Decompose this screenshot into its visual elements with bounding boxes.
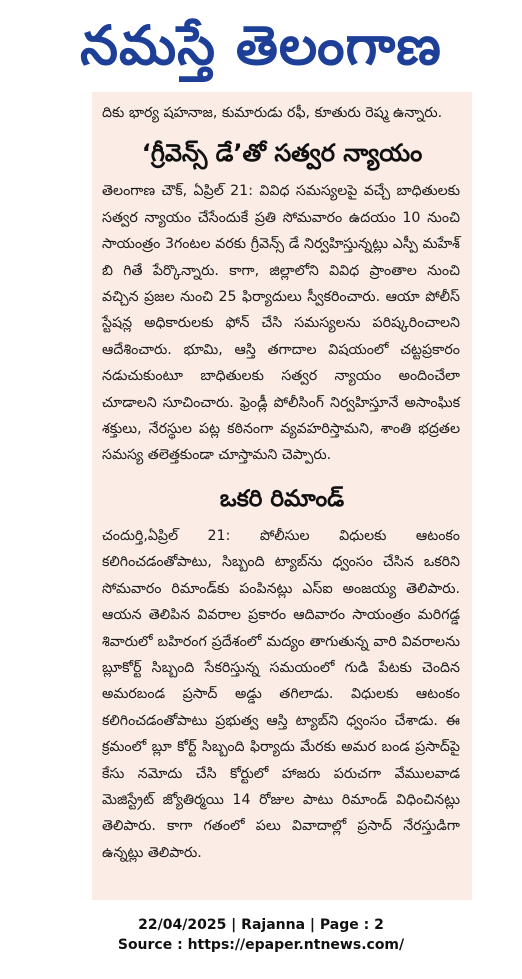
story-body-grievance-day: తెలంగాణ చౌక్, ఏప్రిల్ 21: వివిధ సమస్యలపై వచ్చే బాధితులకు సత్వర న్యాయం చేసేందుకే ప్రతి సోమవారం ఉదయం 10 నుంచి సాయంత్రం 3గంటల వరకు గ్రీవెన్స్ డే నిర్వహిస్తున్నట్లు ఎస్పీ మహేశ్ బి గితే పేర్కొన్నారు. కాగా, జిల్లాలోని వివిధ ప్రాంతాల నుంచి వచ్చిన ప్రజల నుంచి 25 ఫిర్యాదులు స్వీకరించారు. ఆయా పోలీస్ స్టేషన్ల అధికారులకు ఫోన్ చేసి సమస్యలను పరిష్కరించాలని ఆదేశించారు. భూమి, ఆస్తి తగాదాల విషయంలో చట్టప్రకారం నడుచుకుంటూ బాధితులకు సత్వర న్యాయం అందించేలా చూడాలని సూచించారు. ఫ్రెండ్లీ పోలీసింగ్ నిర్వహిస్తూనే అసాంఘిక శక్తులు, నేరస్థుల పట్ల కఠినంగా వ్యవహరిస్తామని, శాంతి భద్రతల సమస్య తలెత్తకుండా చూస్తామని చెప్పారు. <box>102 183 460 464</box>
story-headline-remand: ఒకరి రిమాండ్ <box>219 485 345 512</box>
edition-info: 22/04/2025 | Rajanna | Page : 2 <box>138 917 384 933</box>
next-headline-cutoff <box>92 876 472 890</box>
story-body-remand: చందుర్తి,ఏప్రిల్ 21: పోలీసుల విధులకు ఆటంకం కలిగించడంతోపాటు, సిబ్బంది ట్యాబ్‌ను ధ్వంసం చేసిన ఒకరిని సోమవారం రిమాండ్‌కు పంపినట్లు ఎస్ఐ అంజయ్య తెలిపారు. ఆయన తెలిపిన వివరాల ప్రకారం ఆదివారం సాయంత్రం మరిగడ్డ శివారులో బహిరంగ ప్రదేశంలో మద్యం తాగుతున్న వారి వివరాలను బ్లూకోర్ట్ సిబ్బంది సేకరిస్తున్న సమయంలో గుడి పేటకు చెందిన అమరబండ ప్రసాద్ అడ్డు తగిలాడు. విధులకు ఆటంకం కలిగించడంతోపాటు ప్రభుత్వ ఆస్తి ట్యాబ్‌ని ధ్వంసం చేశాడు. ఈ క్రమంలో బ్లూ కోర్ట్ సిబ్బంది ఫిర్యాదు మేరకు అమర బండ ప్రసాద్‌పై కేసు నమోదు చేసి కోర్టులో హాజరు పరుచగా వేములవాడ మెజిస్ట్రేట్ జ్యోతిర్మయి 14 రోజుల పాటు రిమాండ్ విధించినట్లు తెలిపారు. కాగా గతంలో పలు వివాదాల్లో ప్రసాద్ నేరస్తుడిగా ఉన్నట్లు తెలిపారు. <box>102 527 460 861</box>
newspaper-masthead <box>0 0 522 92</box>
story-headline-grievance-day: ‘గ్రీవెన్స్ డే’తో సత్వర న్యాయం <box>141 139 423 168</box>
clipping-footer <box>0 905 522 979</box>
previous-story-tail: దికు భార్య షహనాజ, కుమారుడు రఫీ, కూతురు రెష్మ ఉన్నారు. <box>102 105 443 121</box>
news-clipping <box>92 92 472 900</box>
source-link[interactable]: Source : https://epaper.ntnews.com/ <box>117 937 405 953</box>
masthead-title: నమస్తే తెలంగాణ <box>80 14 442 77</box>
